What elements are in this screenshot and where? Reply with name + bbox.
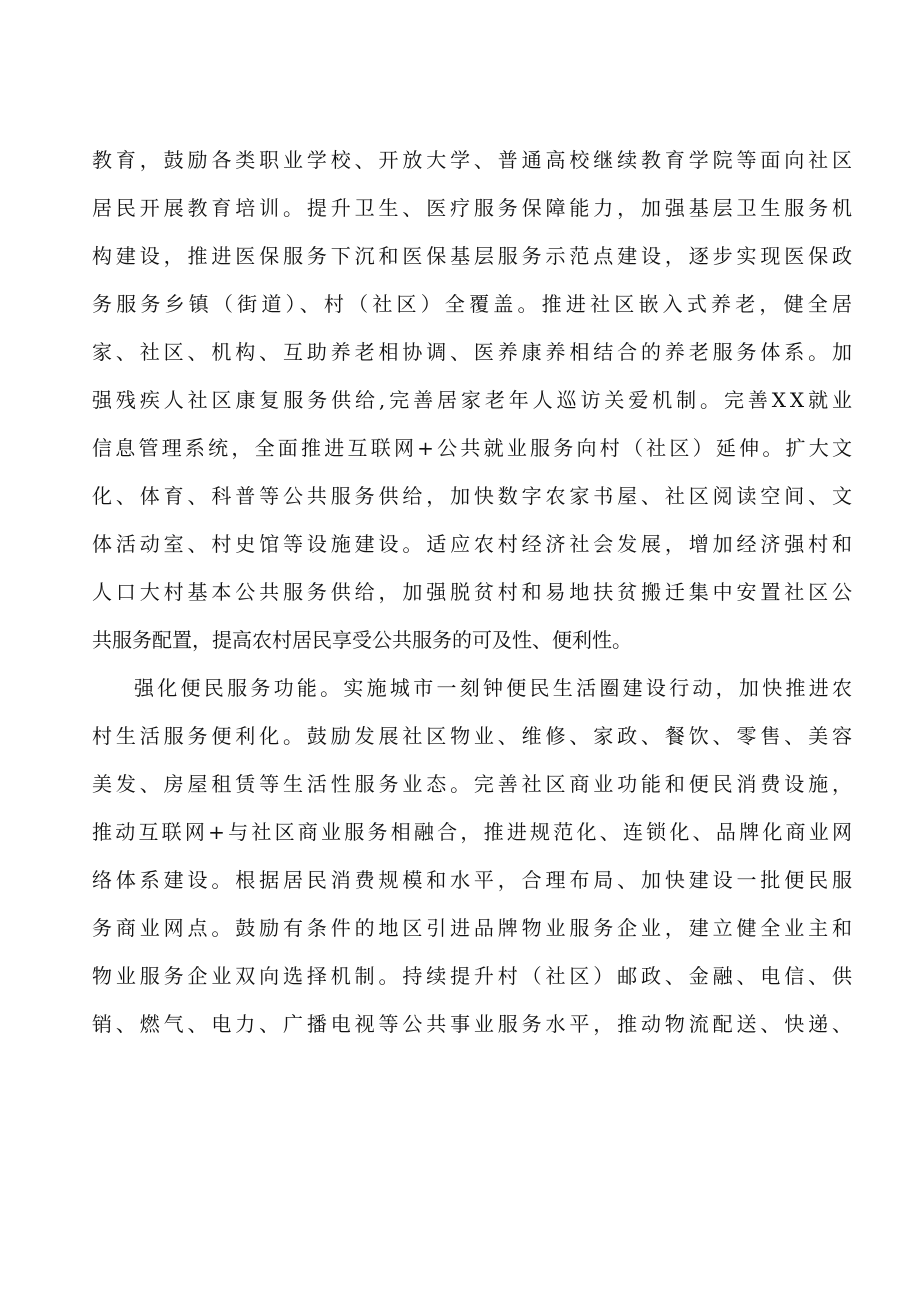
paragraph-2-line-6: 务商业网点。鼓励有条件的地区引进品牌物业服务企业，建立健全业主和 — [92, 916, 856, 940]
paragraph-2-line-4: 推动互联网+与社区商业服务相融合，推进规范化、连锁化、品牌化商业网 — [92, 820, 856, 844]
paragraph-2-line-2: 村生活服务便利化。鼓励发展社区物业、维修、家政、餐饮、零售、美容 — [92, 724, 856, 748]
paragraph-1-line-7: 信息管理系统，全面推进互联网+公共就业服务向村（社区）延伸。扩大文 — [92, 436, 856, 460]
paragraph-1-line-4: 务服务乡镇（街道）、村（社区）全覆盖。推进社区嵌入式养老，健全居 — [92, 292, 857, 316]
paragraph-2-line-7: 物业服务企业双向选择机制。持续提升村（社区）邮政、金融、电信、供 — [92, 964, 856, 988]
paragraph-2-line-5: 络体系建设。根据居民消费规模和水平，合理布局、加快建设一批便民服 — [92, 868, 856, 892]
paragraph-1-line-9: 体活动室、村史馆等设施建设。适应农村经济社会发展，增加经济强村和 — [92, 532, 856, 556]
paragraph-2-line-3: 美发、房屋租赁等生活性服务业态。完善社区商业功能和便民消费设施， — [92, 772, 856, 796]
paragraph-1-line-6: 强残疾人社区康复服务供给,完善居家老年人巡访关爱机制。完善XX就业 — [92, 388, 856, 412]
paragraph-1-line-8: 化、体育、科普等公共服务供给，加快数字农家书屋、社区阅读空间、文 — [92, 484, 856, 508]
paragraph-1-line-3: 构建设，推进医保服务下沉和医保基层服务示范点建设，逐步实现医保政 — [92, 244, 856, 268]
paragraph-1-line-2: 居民开展教育培训。提升卫生、医疗服务保障能力，加强基层卫生服务机 — [92, 196, 856, 220]
paragraph-1-line-10: 人口大村基本公共服务供给，加强脱贫村和易地扶贫搬迁集中安置社区公 — [92, 580, 856, 604]
paragraph-2-line-1: 强化便民服务功能。实施城市一刻钟便民生活圈建设行动，加快推进农 — [134, 676, 856, 700]
paragraph-2-line-8: 销、燃气、电力、广播电视等公共事业服务水平，推动物流配送、快递、 — [92, 1012, 856, 1036]
paragraph-1-line-11: 共服务配置，提高农村居民享受公共服务的可及性、便利性。 — [92, 628, 632, 652]
paragraph-1-line-1: 教育，鼓励各类职业学校、开放大学、普通高校继续教育学院等面向社区 — [92, 148, 856, 172]
paragraph-1-line-5: 家、社区、机构、互助养老相协调、医养康养相结合的养老服务体系。加 — [92, 340, 856, 364]
